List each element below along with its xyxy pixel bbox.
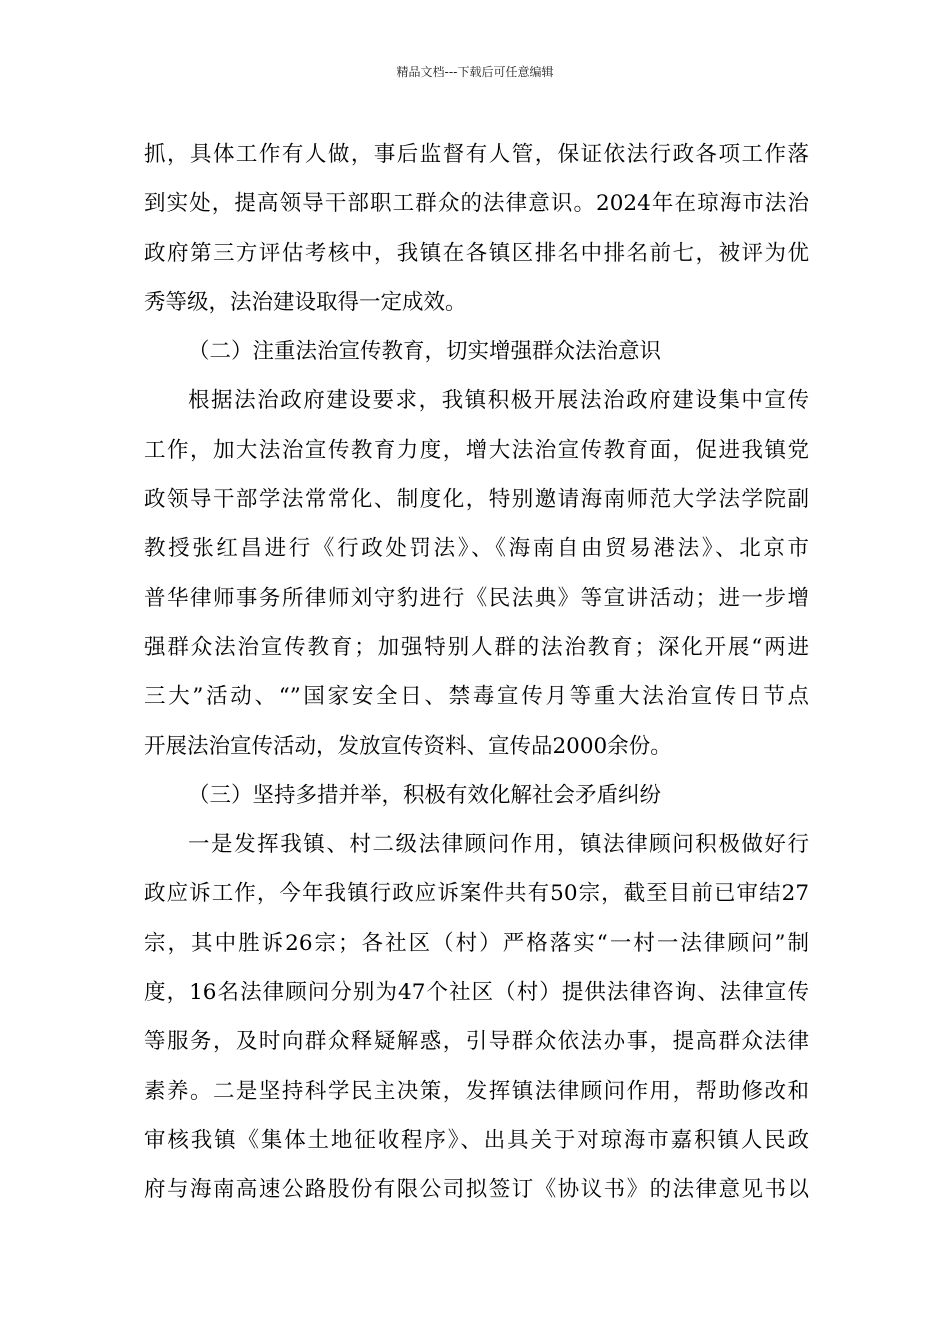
text-line: 到实处，提高领导干部职工群众的法律意识。2024年在琼海市法治	[144, 191, 809, 217]
text-line: 教授张红昌进行《行政处罚法》、《海南自由贸易港法》、北京市	[144, 536, 809, 562]
text-line: 普华律师事务所律师刘守豹进行《民法典》等宣讲活动；进一步增	[144, 585, 809, 611]
text-line: 等服务，及时向群众释疑解惑，引导群众依法办事，提高群众法律	[144, 1029, 809, 1055]
page-header: 精品文档---下载后可任意编辑	[396, 65, 554, 79]
text-line: 根据法治政府建设要求，我镇积极开展法治政府建设集中宣传	[188, 388, 809, 414]
document-body	[144, 130, 809, 1215]
text-line: 府与海南高速公路股份有限公司拟签订《协议书》的法律意见书以	[144, 1177, 809, 1203]
text-line: 审核我镇《集体土地征收程序》、出具关于对琼海市嘉积镇人民政	[144, 1127, 809, 1153]
text-line: 工作，加大法治宣传教育力度，增大法治宣传教育面，促进我镇党	[144, 437, 809, 463]
text-line: （二）注重法治宣传教育，切实增强群众法治意识	[188, 339, 662, 365]
text-line: 秀等级，法治建设取得一定成效。	[144, 289, 467, 315]
text-line: （三）坚持多措并举，积极有效化解社会矛盾纠纷	[188, 782, 662, 808]
text-line: 抓，具体工作有人做，事后监督有人管，保证依法行政各项工作落	[144, 142, 809, 167]
text-line: 素养。二是坚持科学民主决策，发挥镇法律顾问作用，帮助修改和	[144, 1078, 809, 1104]
text-line: 政领导干部学法常常化、制度化，特别邀请海南师范大学法学院副	[144, 487, 809, 513]
text-line: 三大”活动、“”国家安全日、禁毒宣传月等重大法治宣传日节点	[144, 684, 809, 710]
text-line: 度，16名法律顾问分别为47个社区（村）提供法律咨询、法律宣传	[144, 980, 809, 1006]
text-line: 一是发挥我镇、村二级法律顾问作用，镇法律顾问积极做好行	[188, 832, 809, 858]
text-line: 宗，其中胜诉26宗；各社区（村）严格落实“一村一法律顾问”制	[144, 930, 809, 956]
text-line: 强群众法治宣传教育；加强特别人群的法治教育；深化开展“两进	[144, 634, 809, 660]
text-line: 开展法治宣传活动，发放宣传资料、宣传品2000余份。	[144, 733, 672, 759]
text-line: 政应诉工作，今年我镇行政应诉案件共有50宗，截至目前已审结27	[144, 881, 809, 907]
text-line: 政府第三方评估考核中，我镇在各镇区排名中排名前七，被评为优	[144, 240, 809, 266]
